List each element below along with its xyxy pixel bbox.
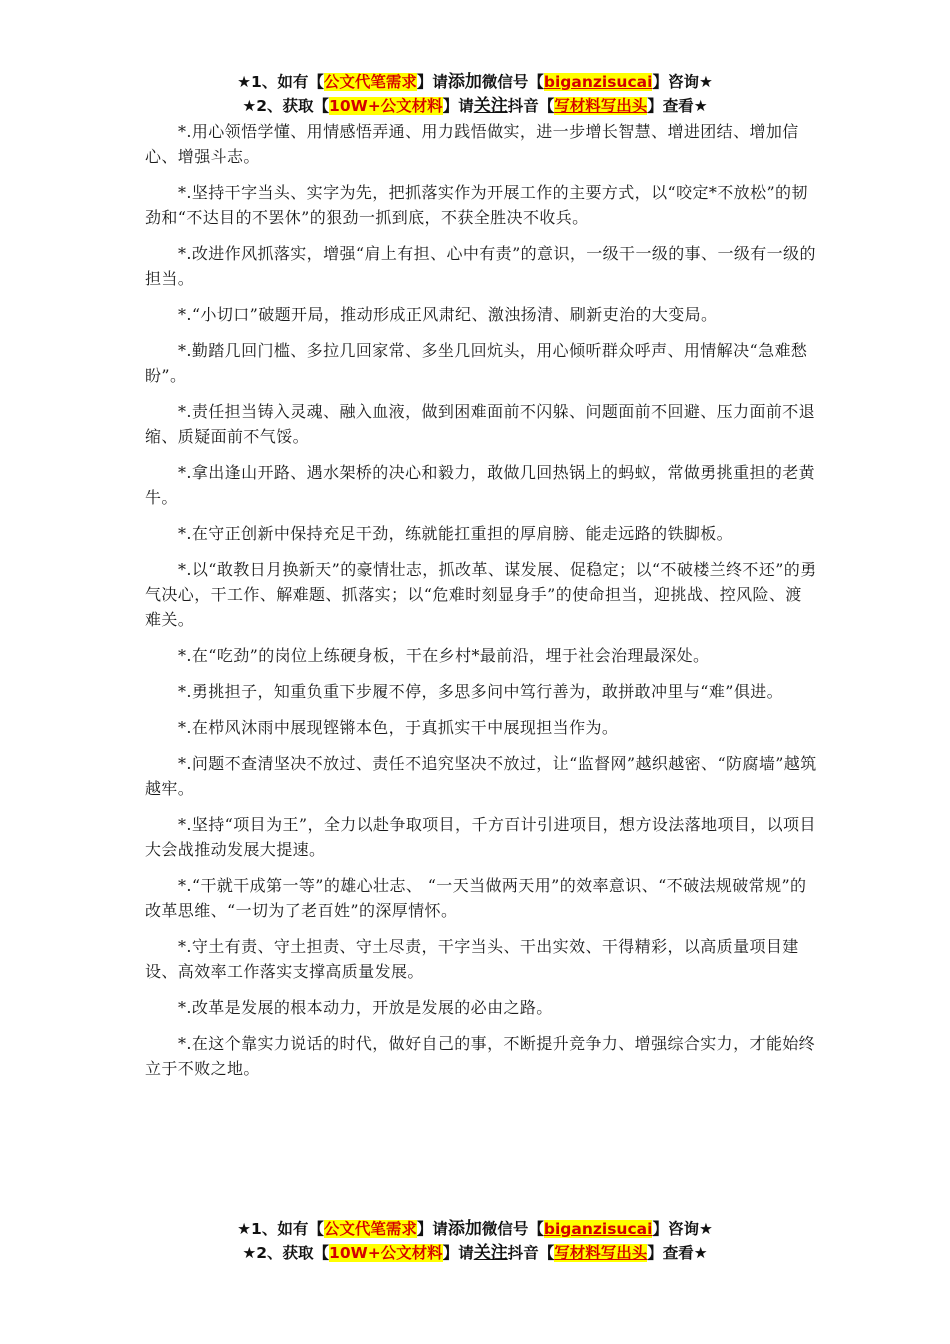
document-body bbox=[145, 119, 817, 1092]
promo-text: 】咨询★ bbox=[652, 1220, 713, 1238]
paragraph: *.在“吃劲”的岗位上练硬身板，干在乡村*最前沿，埋于社会治理最深处。 bbox=[178, 646, 710, 665]
promo-banner-bottom bbox=[0, 1217, 950, 1265]
highlight-douyin-account: 写材料写出头 bbox=[554, 1244, 648, 1262]
promo-text: 】请 bbox=[442, 97, 474, 115]
highlight-wechat-id: biganzisucai bbox=[543, 73, 653, 91]
promo-text: 】请 bbox=[416, 73, 448, 91]
promo-keyword: 添加 bbox=[447, 72, 482, 92]
paragraph: *.以“敢教日月换新天”的豪情壮志，抓改革、谋发展、促稳定；以“不破楼兰终不还”的勇气决心，干工作、解难题、抓落实；以“危难时刻显身手”的使命担当，迎挑战、控风险、渡难关。 bbox=[145, 560, 817, 629]
highlight-douyin-account: 写材料写出头 bbox=[554, 97, 648, 115]
promo-text: 】请 bbox=[416, 1220, 448, 1238]
paragraph: *.在这个靠实力说话的时代，做好自己的事，不断提升竞争力、增强综合实力，才能始终立于不败之地。 bbox=[145, 1034, 816, 1078]
paragraph: *.在栉风沐雨中展现铿锵本色，于真抓实干中展现担当作为。 bbox=[178, 718, 619, 737]
promo-text: 】请 bbox=[442, 1244, 474, 1262]
promo-banner-top bbox=[0, 70, 950, 118]
promo-text: 】查看★ bbox=[647, 97, 708, 115]
paragraph: *.勇挑担子，知重负重下步履不停，多思多问中笃行善为，敢拼敢冲里与“难”俱进。 bbox=[178, 682, 784, 701]
promo-keyword: 关注 bbox=[473, 1243, 508, 1263]
paragraph: *.坚持干字当头、实字为先，把抓落实作为开展工作的主要方式，以“咬定*不放松”的韧劲和“不达目的不罢休”的狠劲一抓到底，不获全胜决不收兵。 bbox=[145, 183, 808, 227]
promo-keyword: 添加 bbox=[447, 1219, 482, 1239]
paragraph: *.用心领悟学懂、用情感悟弄通、用力践悟做实，进一步增长智慧、增进团结、增加信心、增强斗志。 bbox=[145, 122, 799, 166]
paragraph: *.坚持“项目为王”，全力以赴争取项目，千方百计引进项目，想方设法落地项目，以项目大会战推动发展大提速。 bbox=[145, 815, 816, 859]
promo-text: 微信号【 bbox=[481, 73, 544, 91]
highlight-service: 公文代笔需求 bbox=[323, 1220, 417, 1238]
paragraph: *.“小切口”破题开局，推动形成正风肃纪、激浊扬清、刷新吏治的大变局。 bbox=[178, 305, 718, 324]
promo-text: ★1、如有【 bbox=[237, 1220, 324, 1238]
promo-text: ★1、如有【 bbox=[237, 73, 324, 91]
promo-text: ★2、获取【 bbox=[242, 1244, 330, 1262]
promo-text: 】咨询★ bbox=[652, 73, 713, 91]
promo-text: 微信号【 bbox=[481, 1220, 544, 1238]
paragraph: *.责任担当铸入灵魂、融入血液，做到困难面前不闪躲、问题面前不回避、压力面前不退缩、质疑面前不气馁。 bbox=[145, 402, 816, 446]
promo-keyword: 关注 bbox=[473, 96, 508, 116]
promo-line-1 bbox=[0, 1217, 950, 1241]
paragraph: *.勤踏几回门槛、多拉几回家常、多坐几回炕头，用心倾听群众呼声、用情解决“急难愁盼”。 bbox=[145, 341, 808, 385]
highlight-wechat-id: biganzisucai bbox=[543, 1220, 653, 1238]
highlight-materials: 10W+公文材料 bbox=[329, 97, 443, 115]
paragraph: *.拿出逢山开路、遇水架桥的决心和毅力，敢做几回热锅上的蚂蚁，常做勇挑重担的老黄牛。 bbox=[145, 463, 816, 507]
promo-text: ★2、获取【 bbox=[242, 97, 330, 115]
highlight-materials: 10W+公文材料 bbox=[329, 1244, 443, 1262]
promo-line-1 bbox=[0, 70, 950, 94]
promo-line-2 bbox=[0, 1241, 950, 1265]
promo-text: 】查看★ bbox=[647, 1244, 708, 1262]
promo-line-2 bbox=[0, 94, 950, 118]
promo-text: 抖音【 bbox=[507, 1244, 555, 1262]
paragraph: *.“干就干成第一等”的雄心壮志、 “一天当做两天用”的效率意识、“不破法规破常规”的改革思维、“一切为了老百姓”的深厚情怀。 bbox=[145, 876, 807, 920]
paragraph: *.问题不查清坚决不放过、责任不追究坚决不放过，让“监督网”越织越密、“防腐墙”越筑越牢。 bbox=[145, 754, 817, 798]
paragraph: *.改进作风抓落实，增强“肩上有担、心中有责”的意识，一级干一级的事、一级有一级的担当。 bbox=[145, 244, 816, 288]
paragraph: *.改革是发展的根本动力，开放是发展的必由之路。 bbox=[178, 998, 553, 1017]
promo-text: 抖音【 bbox=[507, 97, 555, 115]
highlight-service: 公文代笔需求 bbox=[323, 73, 417, 91]
paragraph: *.在守正创新中保持充足干劲，练就能扛重担的厚肩膀、能走远路的铁脚板。 bbox=[178, 524, 734, 543]
paragraph: *.守土有责、守土担责、守土尽责，干字当头、干出实效、干得精彩，以高质量项目建设、高效率工作落实支撑高质量发展。 bbox=[145, 937, 799, 981]
